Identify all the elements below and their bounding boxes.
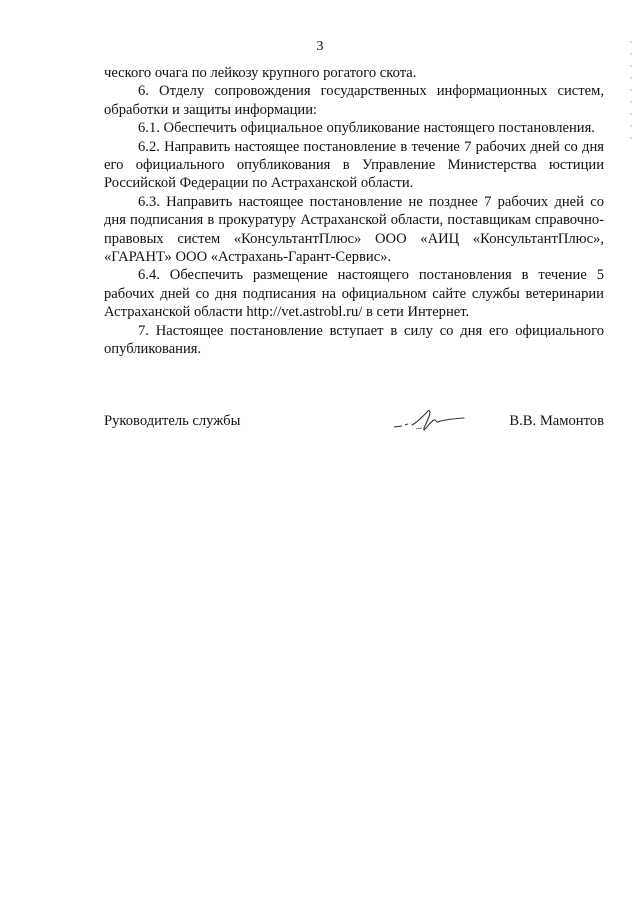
handwritten-signature-icon [390, 405, 480, 435]
paragraph-item-6: 6. Отделу сопровождения государственных информационных систем, обработки и защиты информации: [104, 83, 604, 118]
signer-name: В.В. Мамонтов [509, 413, 604, 429]
paragraph-item-6-1: 6.1. Обеспечить официальное опубликование настоящего постановления. [138, 120, 595, 137]
signer-position: Руководитель службы [104, 413, 241, 429]
paragraph-continuation: ческого очага по лейкозу крупного рогатого скота. [104, 65, 417, 81]
paragraph-item-6-3: 6.3. Направить настоящее постановление не позднее 7 рабочих дней со дня подписания в прокуратуру Астраханской области, поставщикам справочно-правовых систем «КонсультантПлюс» ООО «АИЦ «КонсультантПлюс», «ГАРАНТ» ООО «Астрахань-Гарант-Сервис». [104, 193, 604, 266]
page-number: 3 [316, 39, 324, 54]
document-body [104, 64, 604, 359]
paragraph-item-6-2: 6.2. Направить настоящее постановление в течение 7 рабочих дней со дня его официального опубликования в Управление Министерства юстиции Российской Федерации по Астраханской области. [104, 138, 604, 192]
signature-block [104, 411, 604, 435]
scan-edge-marks [629, 40, 633, 150]
paragraph-item-7: 7. Настоящее постановление вступает в силу со дня его официального опубликования. [104, 322, 604, 358]
paragraph-item-6-4: 6.4. Обеспечить размещение настоящего постановления в течение 5 рабочих дней со дня подписания на официальном сайте службы ветеринарии Астраханской области http://vet.astrobl.ru/ в сети Интернет. [104, 267, 604, 321]
